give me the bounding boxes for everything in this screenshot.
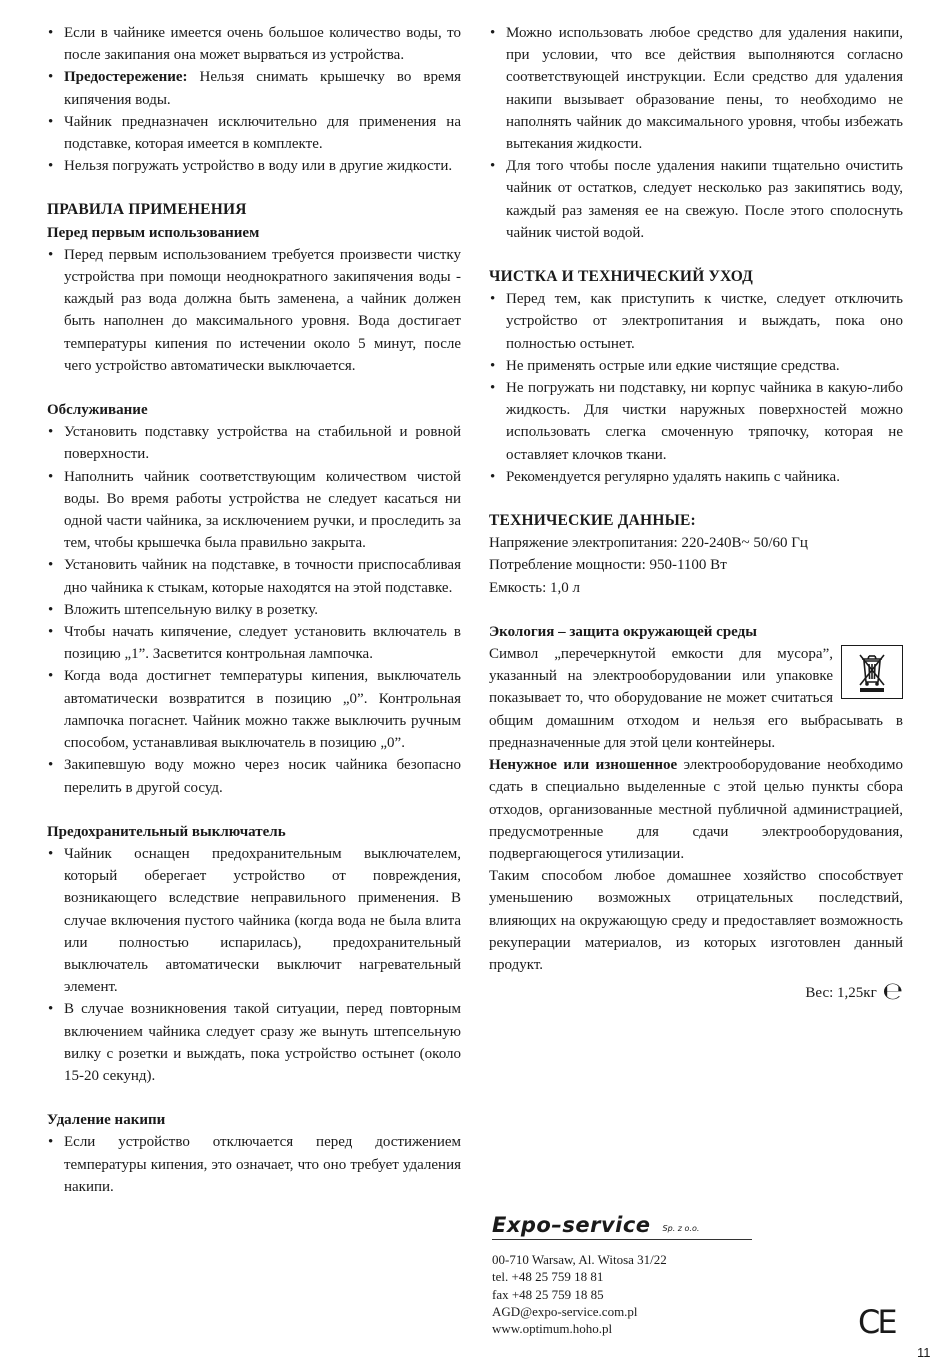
ecology-paragraph-benefit: Таким способом любое домашнее хозяйство способствует уменьшению возможных отрицательных последствий, влияющих на окружающую среду и предоставляет возможность рекуперации материалов, из которых изготовлен данный продукт. <box>489 868 903 973</box>
subsection-title-descale: Удаление накипи <box>47 1112 166 1129</box>
subsection-title-service: Обслуживание <box>47 402 148 419</box>
list-item: • Установить подставку устройства на стабильной и ровной поверхности. <box>47 421 461 465</box>
left-column <box>47 22 461 1198</box>
service-list <box>47 421 461 798</box>
list-item: • Не погружать ни подставку, ни корпус чайника в какую-либо жидкость. Для чистки наружных поверхностей можно использовать слегка смоченную тряпочку, которая не оставляет клочков ткани. <box>489 377 903 466</box>
company-logo <box>492 1213 752 1240</box>
list-item: • Для того чтобы после удаления накипи тщательно очистить чайник от остатков, следует несколько раз закипятись воду, каждый раз заменяя ее на свежую. После этого сполоснуть чайник чистой водой. <box>489 155 903 244</box>
section-title-cleaning: ЧИСТКА И ТЕХНИЧЕСКИЙ УХОД <box>489 268 754 286</box>
list-item: • Чайник предназначен исключительно для применения на подставке, которая имеется в комплекте. <box>47 111 461 155</box>
list-item <box>47 66 461 110</box>
subsection-title-safety-switch: Предохранительный выключатель <box>47 823 286 840</box>
list-item: • Не применять острые или едкие чистящие средства. <box>489 355 903 377</box>
list-item: • Рекомендуется регулярно удалять накипь с чайника. <box>489 466 903 488</box>
list-item: • Чайник оснащен предохранительным выключателем, который обeрегает устройство от повреждения, возникающего вследствие неправильного применения. В случае включения пустого чайника (когда вода не была влита или полностью испарилась), предохранительный выключатель автоматически выключит нагревательный элемент. <box>47 843 461 998</box>
first-use-list <box>47 244 461 377</box>
right-column <box>489 22 903 1004</box>
company-brand: Expo–service <box>492 1213 651 1237</box>
weight-line <box>489 977 903 1006</box>
company-legal-suffix: Sp. z o.o. <box>662 1224 700 1233</box>
warning-label: Предостережение: <box>64 69 188 86</box>
weight-text: Вес: 1,25кг <box>805 985 877 1002</box>
list-item: • Закипевшую воду можно через носик чайника безопасно перелить в другой сосуд. <box>47 754 461 798</box>
list-item: • Чтобы начать кипячение, следует установить включатель в позицию „1”. Засветится контрольная лампочка. <box>47 621 461 665</box>
descale-continued-list <box>489 22 903 244</box>
list-item: • Вложить штепсельную вилку в розетку. <box>47 599 461 621</box>
list-item: • Перед тем, как приступить к чистке, следует отключить устройство от электропитания и выждать, пока оно полностью остынет. <box>489 288 903 355</box>
list-item: • Можно использовать любое средство для удаления накипи, при условии, что все действия выполняются согласно соответствующей инструкции. Если средство для удаления накипи вызывает образование пены, то необходимо не наполнять чайник до максимального уровня, чтобы избежать вытекания жидкости. <box>489 22 903 155</box>
list-item: • Установить чайник на подставке, в точности приспосабливая дно чайника к стыкам, которые находятся на этой подставке. <box>47 554 461 598</box>
section-title-tech-data: ТЕХНИЧЕСКИЕ ДАННЫЕ: <box>489 512 696 530</box>
section-title-rules: ПРАВИЛА ПРИМЕНЕНИЯ <box>47 201 247 219</box>
ecology-disposal-text: электрооборудование необходимо сдать в специально выделенные с этой целью пункты сбора отходов, организованные местной публичной администрацией, предусмотренные для сдачи электрооборудования, подвергающегося утилизации. <box>489 757 903 862</box>
tech-line-capacity: Емкость: 1,0 л <box>489 579 581 596</box>
safety-switch-list <box>47 843 461 1087</box>
ecology-paragraph-disposal <box>489 754 903 865</box>
email-line: AGD@expo-service.com.pl <box>492 1303 638 1319</box>
tech-line-power: Потребление мощности: 950-1100 Вт <box>489 557 727 574</box>
crossed-bin-icon <box>841 645 903 699</box>
list-item: • Перед первым использованием требуется произвести чистку устройства при помощи неоднократного закипячения воды - каждый раз вода должна быть заменена, а чайник должен быть наполнен до максимального уровня. Вода достигает температуры кипения по истечении около 5 минут, после чего устройство автоматически выключается. <box>47 244 461 377</box>
cleaning-list <box>489 288 903 488</box>
page-number: 11 <box>917 1345 931 1360</box>
fax-line: fax +48 25 759 18 85 <box>492 1286 604 1302</box>
estimated-sign-icon: ℮ <box>882 977 903 1006</box>
list-item: • Когда вода достигнет температуры кипения, выключатель автоматически возвратится в позицию „0”. Контрольная лампочка погаснет. Чайник можно также выключить ручным способом, устанавливая выключатель в позицию „0”. <box>47 665 461 754</box>
descale-list <box>47 1131 461 1198</box>
tech-data-lines <box>489 532 903 599</box>
ecology-block <box>489 643 903 976</box>
website-line: www.optimum.hoho.pl <box>492 1321 613 1337</box>
ecology-paragraph-symbol: Символ „перечеркнутой емкости для мусора”, указанный на электрооборудовании или упаковке показывает то, что оборудование не может считаться общим домашним отходом и нельзя его выбрасывать в предназначенные для этой цели контейнеры. <box>489 646 903 751</box>
phone-line: tel. +48 25 759 18 81 <box>492 1269 604 1285</box>
subsection-title-ecology: Экология – защита окружающей среды <box>489 623 757 640</box>
list-item: • Наполнить чайник соответствующим количеством чистой воды. Во время работы устройства не следует касаться ни одной части чайника, за исключением ручки, и проследить за тем, чтобы крышечка была правильно закрыта. <box>47 466 461 555</box>
list-item: • Нельзя погружать устройство в воду или в другие жидкости. <box>47 155 461 177</box>
address-line: 00-710 Warsaw, Al. Witosa 31/22 <box>492 1252 667 1267</box>
list-item: • В случае возникновения такой ситуации, перед повторным включением чайника следует сразу же вынуть штепсельную вилку с розетки и выждать, пока устройство остынет (около 15-20 секунд). <box>47 998 461 1087</box>
company-address <box>492 1251 667 1337</box>
list-item: • Если устройство отключается перед достижением температуры кипения, это означает, что оно требует удаления накипи. <box>47 1131 461 1198</box>
subsection-title-first-use: Перед первым использованием <box>47 224 260 241</box>
tech-line-voltage: Напряжение электропитания: 220-240В~ 50/60 Гц <box>489 535 808 552</box>
warning-text: Нельзя снимать крышечку во время кипячения воды. <box>64 69 461 108</box>
ce-mark-icon: CE <box>858 1303 895 1341</box>
ecology-bold-lead: Ненужное или изношенное <box>489 757 678 774</box>
list-item: • Если в чайнике имеется очень большое количество воды, то после закипания она может вырваться из устройства. <box>47 22 461 66</box>
safety-notes-list <box>47 22 461 177</box>
